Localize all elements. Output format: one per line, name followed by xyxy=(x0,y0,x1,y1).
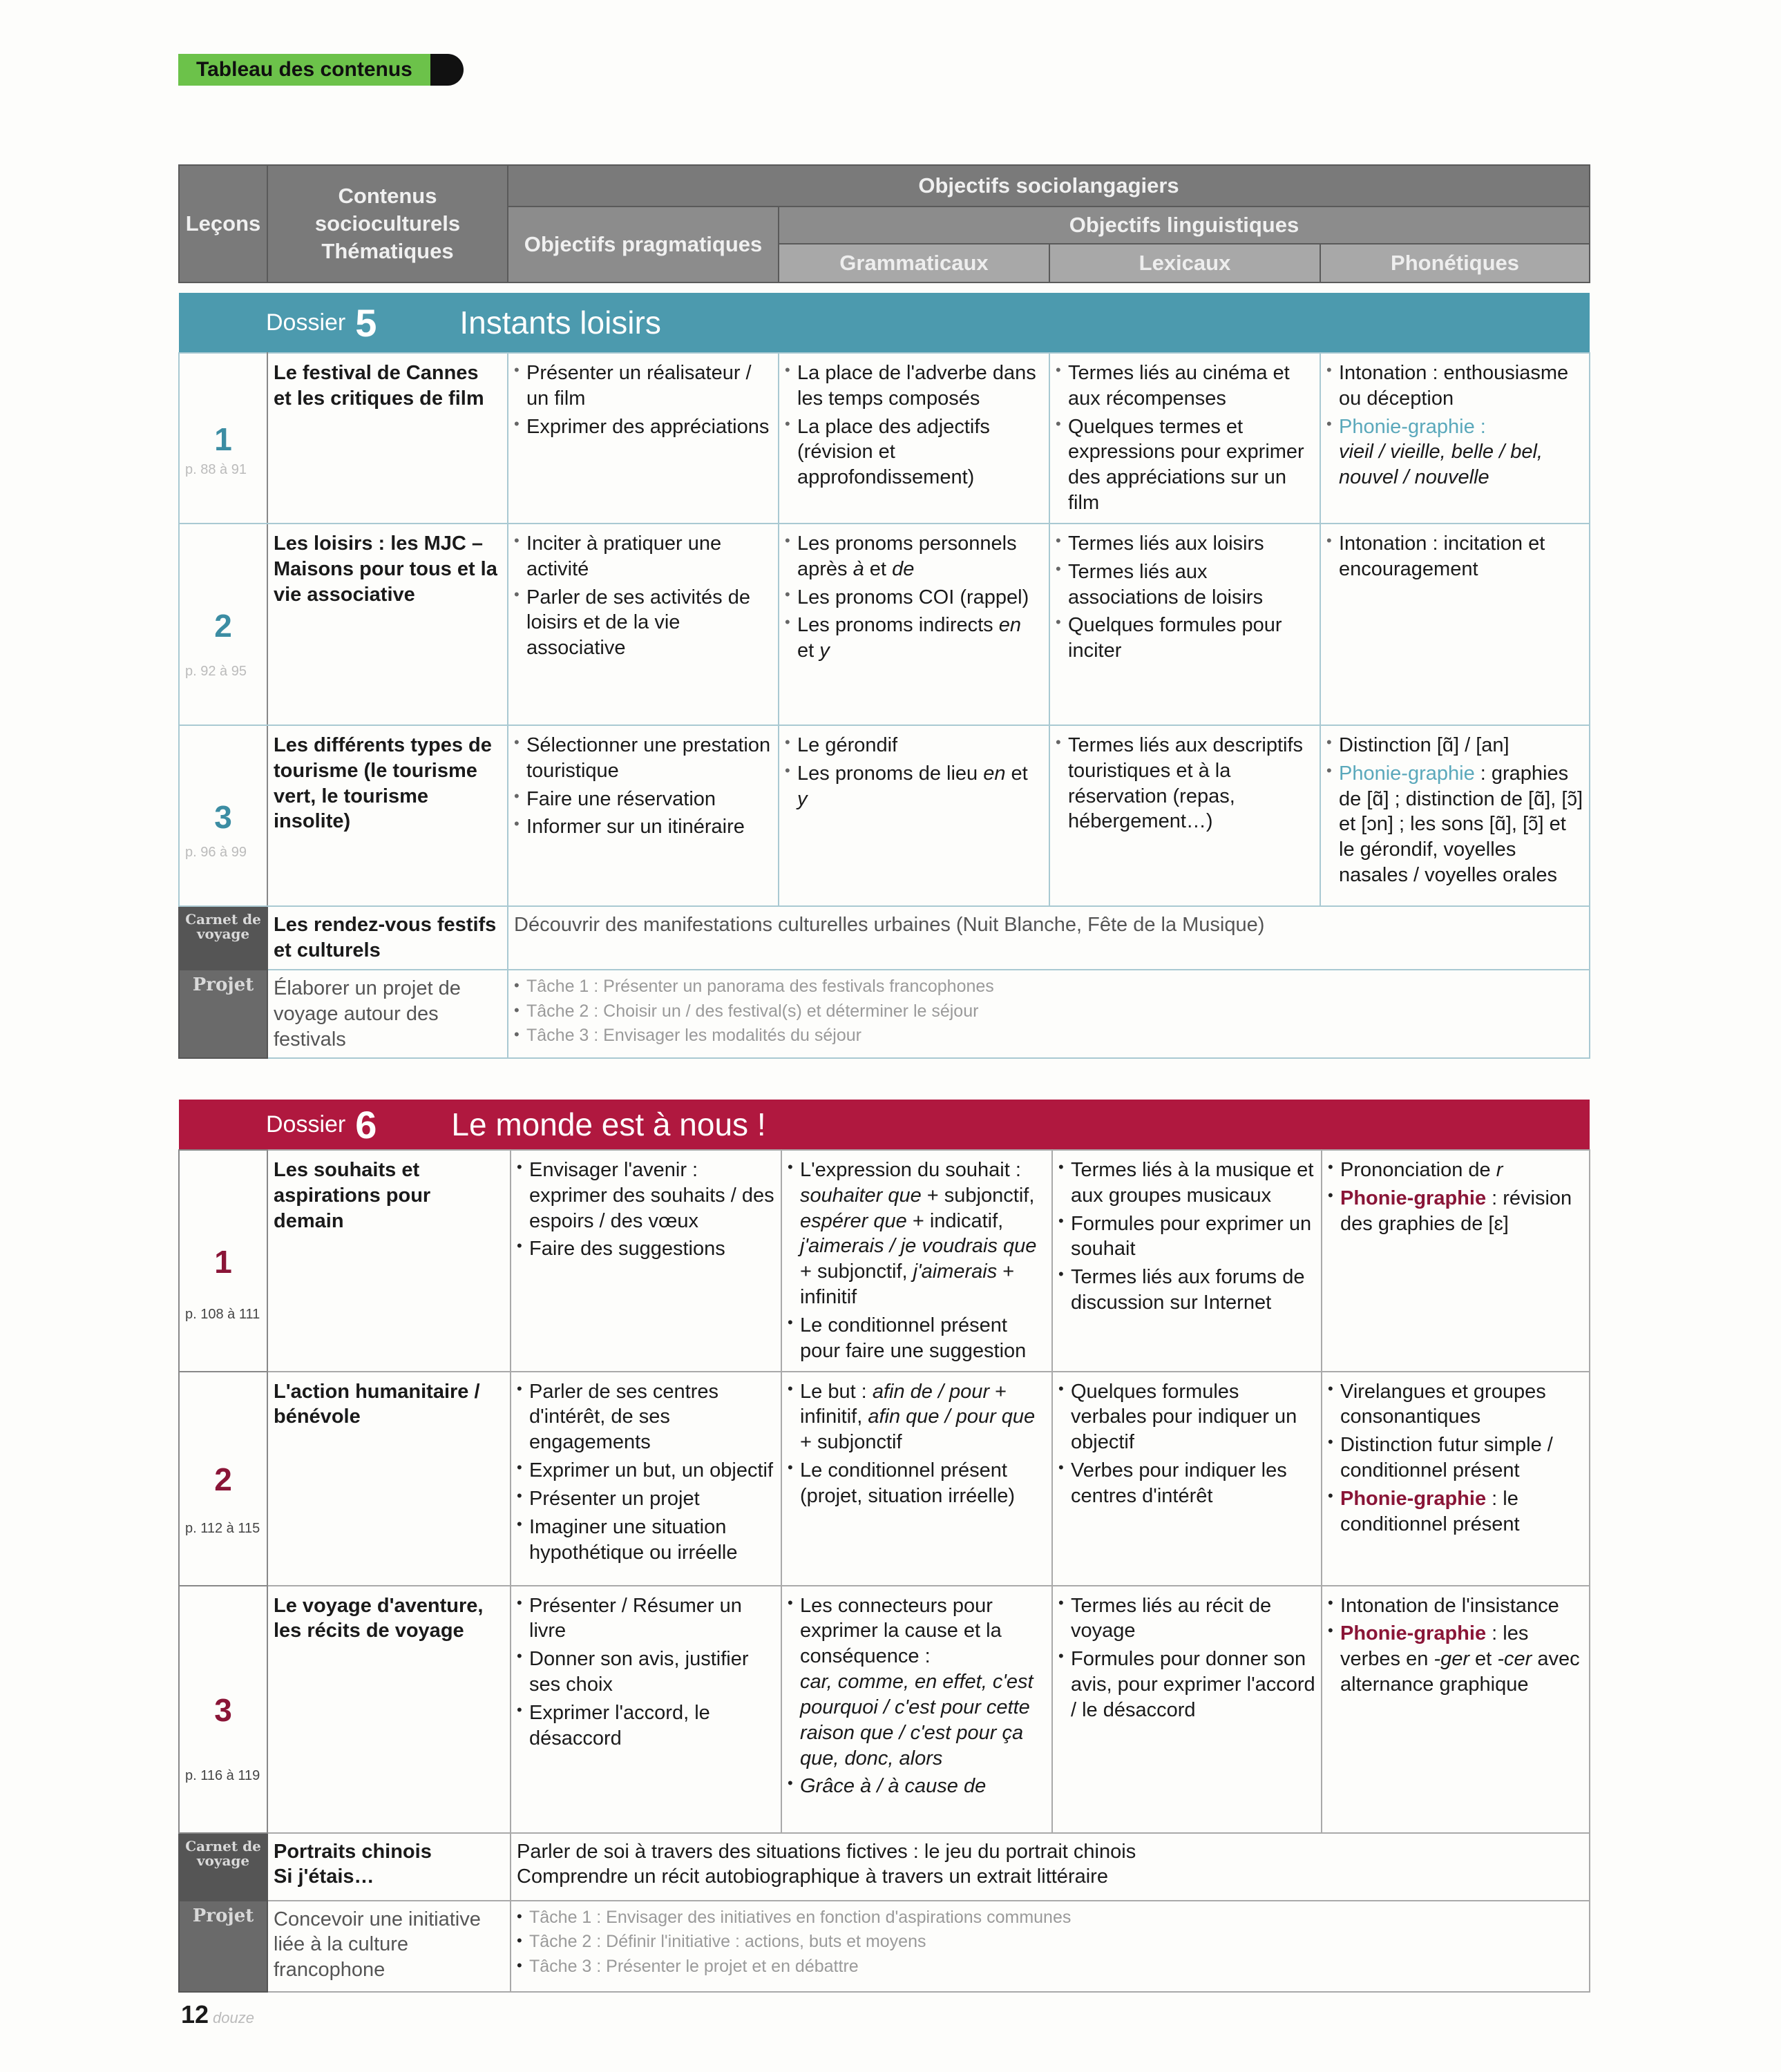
list-item: • Donner son avis, justifier ses choix xyxy=(517,1647,775,1698)
phonetic-objectives xyxy=(1322,1586,1590,1833)
dossier-title: Le monde est à nous ! xyxy=(451,1106,766,1142)
projet-tasks xyxy=(508,970,1590,1058)
list-item: • Présenter un réalisateur / un film xyxy=(514,361,772,412)
list-item: • Tâche 2 : Définir l'initiative : actions, buts et moyens xyxy=(517,1931,1583,1953)
phonie-graphie-label: Phonie-graphie xyxy=(1339,415,1475,438)
lesson-number: 3 xyxy=(214,1692,232,1729)
list-item: • Termes liés au cinéma et aux récompenses xyxy=(1056,361,1314,412)
lesson-number-cell xyxy=(179,1372,267,1586)
lesson-row xyxy=(179,524,1590,725)
lesson-theme: Les différents types de tourisme (le tourisme vert, le tourisme insolite) xyxy=(267,725,508,906)
carnet-theme: Portraits chinois Si j'étais… xyxy=(267,1833,511,1901)
lesson-pages: p. 116 à 119 xyxy=(185,1768,260,1784)
lesson-row xyxy=(179,353,1590,524)
lesson-theme: Le voyage d'aventure, les récits de voyage xyxy=(267,1586,511,1833)
lexical-objectives xyxy=(1052,1150,1322,1372)
list-item: • La place de l'adverbe dans les temps composés xyxy=(785,361,1043,412)
dossier-number: 5 xyxy=(355,300,377,345)
lesson-pages: p. 108 à 111 xyxy=(185,1307,260,1323)
list-item: • Termes liés aux loisirs xyxy=(1056,531,1314,557)
list-item: • Distinction futur simple / conditionnel présent xyxy=(1328,1432,1583,1484)
projet-theme: Élaborer un projet de voyage autour des festivals xyxy=(267,970,508,1058)
list-item: • Grâce à / à cause de xyxy=(788,1774,1046,1799)
list-item: • Le gérondif xyxy=(785,733,1043,758)
lesson-number: 1 xyxy=(214,421,232,458)
list-item: • Phonie-graphie : le conditionnel présent xyxy=(1328,1486,1583,1537)
lexical-objectives xyxy=(1049,353,1320,524)
header-lexicaux: Lexicaux xyxy=(1049,244,1320,282)
list-item: • Phonie-graphie : les verbes en -ger et -cer avec alternance graphique xyxy=(1328,1621,1583,1697)
list-item: • Tâche 1 : Présenter un panorama des festivals francophones xyxy=(514,976,1583,998)
pragmatic-objectives xyxy=(508,725,779,906)
list-item: • Exprimer l'accord, le désaccord xyxy=(517,1700,775,1752)
list-item: • Le conditionnel présent pour faire une suggestion xyxy=(788,1313,1046,1364)
lesson-row xyxy=(179,725,1590,906)
lesson-number: 3 xyxy=(214,798,232,835)
list-item: • Exprimer des appréciations xyxy=(514,414,772,440)
carnet-text: Parler de soi à travers des situations fictives : le jeu du portrait chinois Comprendre un récit autobiographique à travers un extrait littéraire xyxy=(511,1833,1590,1901)
dossier-number: 6 xyxy=(355,1102,377,1147)
phonie-graphie-label: Phonie-graphie xyxy=(1340,1622,1487,1645)
list-item: • Informer sur un itinéraire xyxy=(514,814,772,840)
carnet-row xyxy=(179,906,1590,970)
list-item: • Sélectionner une prestation touristique xyxy=(514,733,772,784)
list-item: • Les pronoms de lieu en et y xyxy=(785,761,1043,812)
contents-table-dossier-5 xyxy=(178,164,1590,1059)
list-item: • Intonation de l'insistance xyxy=(1328,1593,1583,1619)
list-item: • L'expression du souhait : souhaiter que + subjonctif, espérer que + indicatif, j'aimerais / je voudrais que + subjonctif, j'aimerais + infinitif xyxy=(788,1158,1046,1310)
list-item: • Présenter un projet xyxy=(517,1486,775,1512)
phonetic-objectives xyxy=(1322,1372,1590,1586)
list-item: • Faire une réservation xyxy=(514,787,772,812)
lesson-theme: Les souhaits et aspirations pour demain xyxy=(267,1150,511,1372)
list-item: • Formules pour donner son avis, pour exprimer l'accord / le désaccord xyxy=(1058,1647,1315,1723)
lesson-pages: p. 88 à 91 xyxy=(185,461,247,477)
list-item: • Le conditionnel présent (projet, situation irréelle) xyxy=(788,1458,1046,1509)
lesson-number: 1 xyxy=(214,1244,232,1280)
list-item: • Présenter / Résumer un livre xyxy=(517,1593,775,1644)
header-lecons: Leçons xyxy=(179,165,267,282)
lesson-pages: p. 92 à 95 xyxy=(185,663,247,679)
header-sociolangagiers: Objectifs sociolangagiers xyxy=(508,165,1590,207)
projet-row xyxy=(179,1901,1590,1992)
lesson-row xyxy=(179,1150,1590,1372)
lesson-number-cell xyxy=(179,353,267,524)
phonie-graphie-label: Phonie-graphie xyxy=(1339,762,1475,785)
projet-tag: Projet xyxy=(179,1901,267,1992)
list-item: • Verbes pour indiquer les centres d'intérêt xyxy=(1058,1458,1315,1509)
page-number-word: douze xyxy=(213,2009,254,2026)
list-item: • Envisager l'avenir : exprimer des souhaits / des espoirs / des vœux xyxy=(517,1158,775,1234)
grammatical-objectives xyxy=(781,1586,1052,1833)
carnet-text: Découvrir des manifestations culturelles urbaines (Nuit Blanche, Fête de la Musique) xyxy=(508,906,1590,970)
phonetic-objectives xyxy=(1320,353,1590,524)
list-item: • Termes liés aux forums de discussion sur Internet xyxy=(1058,1265,1315,1316)
dossier-word: Dossier xyxy=(266,309,346,336)
list-item: • Termes liés aux descriptifs touristiques et à la réservation (repas, hébergement…) xyxy=(1056,733,1314,834)
pragmatic-objectives xyxy=(508,524,779,725)
list-item: • Quelques termes et expressions pour exprimer des appréciations sur un film xyxy=(1056,414,1314,516)
list-item: • Phonie-graphie : révision des graphies de [ɛ] xyxy=(1328,1186,1583,1237)
lexical-objectives xyxy=(1052,1372,1322,1586)
page-number: 12 douze xyxy=(181,2000,254,2028)
dossier-5-banner xyxy=(179,293,1590,353)
lexical-objectives xyxy=(1049,524,1320,725)
lexical-objectives xyxy=(1049,725,1320,906)
pragmatic-objectives xyxy=(511,1372,781,1586)
list-item: • Les pronoms COI (rappel) xyxy=(785,585,1043,611)
list-item: • Termes liés aux associations de loisirs xyxy=(1056,559,1314,611)
list-item: • Les pronoms personnels après à et de xyxy=(785,531,1043,582)
list-item: • Imaginer une situation hypothétique ou irréelle xyxy=(517,1515,775,1566)
list-item: • Termes liés à la musique et aux groupes musicaux xyxy=(1058,1158,1315,1209)
phonetic-objectives xyxy=(1320,524,1590,725)
lesson-number-cell xyxy=(179,1150,267,1372)
list-item: • Phonie-graphie : graphies de [ɑ̃] ; distinction de [ɑ̃], [ɔ̃] et [ɔn] ; les sons [ɑ̃], [ɔ̃] et le gérondif, voyelles nasales / voyelles orales xyxy=(1326,761,1583,888)
phonetic-objectives xyxy=(1322,1150,1590,1372)
carnet-theme: Les rendez-vous festifs et culturels xyxy=(267,906,508,970)
list-item: • Formules pour exprimer un souhait xyxy=(1058,1211,1315,1263)
pragmatic-objectives xyxy=(511,1150,781,1372)
carnet-row xyxy=(179,1833,1590,1901)
list-item: • Tâche 1 : Envisager des initiatives en fonction d'aspirations communes xyxy=(517,1907,1583,1929)
lesson-theme: Le festival de Cannes et les critiques de film xyxy=(267,353,508,524)
header-linguistiques: Objectifs linguistiques xyxy=(779,207,1590,244)
header-phonetiques: Phonétiques xyxy=(1320,244,1590,282)
grammatical-objectives xyxy=(779,524,1049,725)
projet-tag: Projet xyxy=(179,970,267,1058)
list-item: • Virelangues et groupes consonantiques xyxy=(1328,1379,1583,1430)
list-item: • Distinction [ɑ̃] / [an] xyxy=(1326,733,1583,758)
header-contenus: Contenus socioculturels Thématiques xyxy=(267,165,508,282)
lesson-theme: Les loisirs : les MJC – Maisons pour tous et la vie associative xyxy=(267,524,508,725)
list-item: • Prononciation de r xyxy=(1328,1158,1583,1183)
list-item: • Faire des suggestions xyxy=(517,1236,775,1262)
list-item: • La place des adjectifs (révision et approfondissement) xyxy=(785,414,1043,490)
list-item: • Inciter à pratiquer une activité xyxy=(514,531,772,582)
carnet-tag: Carnet de voyage xyxy=(179,1833,267,1901)
list-item: • Intonation : incitation et encouragement xyxy=(1326,531,1583,582)
phonie-graphie-label: Phonie-graphie xyxy=(1340,1487,1487,1510)
phonetic-objectives xyxy=(1320,725,1590,906)
grammatical-objectives xyxy=(779,353,1049,524)
lexical-objectives xyxy=(1052,1586,1322,1833)
list-item: • Intonation : enthousiasme ou déception xyxy=(1326,361,1583,412)
lesson-number-cell xyxy=(179,1586,267,1833)
projet-row xyxy=(179,970,1590,1058)
grammatical-objectives xyxy=(781,1372,1052,1586)
lesson-theme: L'action humanitaire / bénévole xyxy=(267,1372,511,1586)
lesson-number: 2 xyxy=(214,607,232,644)
lesson-pages: p. 112 à 115 xyxy=(185,1521,260,1537)
lesson-row xyxy=(179,1586,1590,1833)
lesson-number-cell xyxy=(179,524,267,725)
lesson-number-cell xyxy=(179,725,267,906)
list-item: • Quelques formules verbales pour indiquer un objectif xyxy=(1058,1379,1315,1455)
dossier-word: Dossier xyxy=(266,1111,346,1138)
list-item: • Parler de ses centres d'intérêt, de ses engagements xyxy=(517,1379,775,1455)
list-item: • Les connecteurs pour exprimer la cause et la conséquence : car, comme, en effet, c'est pourquoi / c'est pour cette raison que / c'est pour ça que, donc, alors xyxy=(788,1593,1046,1772)
list-item: • Exprimer un but, un objectif xyxy=(517,1458,775,1484)
list-item: • Le but : afin de / pour + infinitif, afin que / pour que + subjonctif xyxy=(788,1379,1046,1455)
list-item: • Phonie-graphie : vieil / vieille, belle / bel, nouvel / nouvelle xyxy=(1326,414,1583,490)
pragmatic-objectives xyxy=(508,353,779,524)
lesson-pages: p. 96 à 99 xyxy=(185,844,247,860)
header-pragmatiques: Objectifs pragmatiques xyxy=(508,207,779,282)
carnet-tag: Carnet de voyage xyxy=(179,906,267,970)
grammatical-objectives xyxy=(779,725,1049,906)
lesson-number: 2 xyxy=(214,1461,232,1498)
projet-theme: Concevoir une initiative liée à la culture francophone xyxy=(267,1901,511,1992)
contents-table-dossier-6 xyxy=(178,1100,1590,1993)
phonie-graphie-label: Phonie-graphie xyxy=(1340,1187,1487,1209)
section-tag-label: Tableau des contenus xyxy=(178,54,430,86)
projet-tasks xyxy=(511,1901,1590,1992)
dossier-title: Instants loisirs xyxy=(459,305,661,340)
list-item: • Quelques formules pour inciter xyxy=(1056,613,1314,664)
list-item: • Tâche 3 : Présenter le projet et en débattre xyxy=(517,1956,1583,1978)
grammatical-objectives xyxy=(781,1150,1052,1372)
lesson-row xyxy=(179,1372,1590,1586)
header-grammaticaux: Grammaticaux xyxy=(779,244,1049,282)
list-item: • Termes liés au récit de voyage xyxy=(1058,1593,1315,1644)
section-tag xyxy=(178,54,464,86)
section-tag-cap xyxy=(430,54,464,86)
list-item: • Les pronoms indirects en et y xyxy=(785,613,1043,664)
list-item: • Parler de ses activités de loisirs et de la vie associative xyxy=(514,585,772,661)
pragmatic-objectives xyxy=(511,1586,781,1833)
list-item: • Tâche 3 : Envisager les modalités du séjour xyxy=(514,1025,1583,1047)
list-item: • Tâche 2 : Choisir un / des festival(s) et déterminer le séjour xyxy=(514,1001,1583,1023)
dossier-6-banner xyxy=(179,1100,1590,1150)
